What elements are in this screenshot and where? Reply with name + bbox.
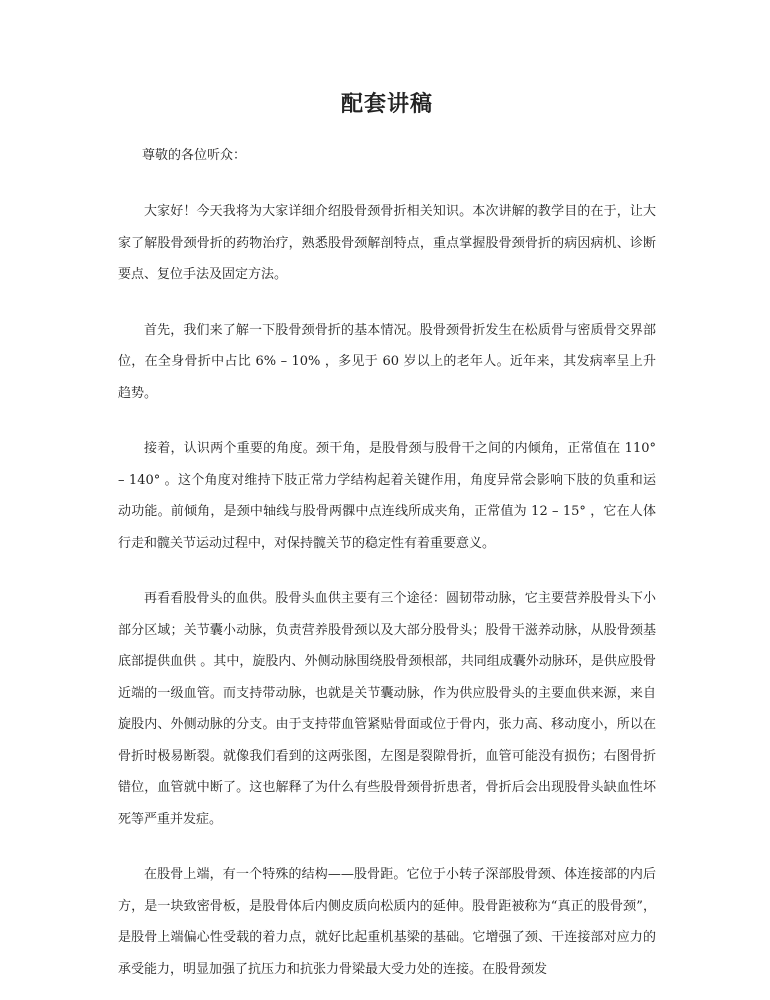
paragraph-calcar: 在股骨上端，有一个特殊的结构——股骨距。它位于小转子深部股骨颈、体连接部的内后方，是一块致密骨板，是股骨体后内侧皮质向松质内的延伸。股骨距被称为“真正的股骨颈”，是股骨上端偏心性受载的着力点，就好比起重机基梁的基础。它增强了颈、干连接部对应力的承受能力，明显加强了抗压力和抗张力骨梁最大受力处的连接。在股骨颈发 [118,867,656,977]
paragraph-angles: 接着，认识两个重要的角度。颈干角，是股骨颈与股骨干之间的内倾角，正常值在 110° – 140° 。这个角度对维持下肢正常力学结构起着关键作用，角度异常会影响下肢的负重和运动功能。前倾角，是颈中轴线与股骨两髁中点连线所成夹角，正常值为 12 – 15° ，它在人体行走和髋关节运动过程中，对保持髋关节的稳定性有着重要意义。 [118,441,656,551]
document-title: 配套讲稿 [340,91,433,117]
paragraph-intro: 大家好！今天我将为大家详细介绍股骨颈骨折相关知识。本次讲解的教学目的在于，让大家了解股骨颈骨折的药物治疗，熟悉股骨颈解剖特点，重点掌握股骨颈骨折的病因病机、诊断要点、复位手法及固定方法。 [118,204,656,282]
greeting-line: 尊敬的各位听众： [142,148,247,163]
paragraph-blood-supply: 再看看股骨头的血供。股骨头血供主要有三个途径：圆韧带动脉，它主要营养股骨头下小部分区域；关节囊小动脉，负责营养股骨颈以及大部分股骨头；股骨干滋养动脉，从股骨颈基底部提供血供 。其中，旋股内、外侧动脉围绕股骨颈根部，共同组成囊外动脉环，是供应股骨近端的一级血管。而支持带动脉，也就是关节囊动脉，作为供应股骨头的主要血供来源，来自旋股内、外侧动脉的分支。由于支持带血管紧贴骨面或位于骨内，张力高、移动度小，所以在骨折时极易断裂。就像我们看到的这两张图，左图是裂隙骨折，血管可能没有损伤；右图骨折错位，血管就中断了。这也解释了为什么有些股骨颈骨折患者，骨折后会出现股骨头缺血性坏死等严重并发症。 [118,591,656,827]
paragraph-overview: 首先，我们来了解一下股骨颈骨折的基本情况。股骨颈骨折发生在松质骨与密质骨交界部位，在全身骨折中占比 6% – 10% ，多见于 60 岁以上的老年人。近年来，其发病率呈上升趋势。 [118,322,656,401]
